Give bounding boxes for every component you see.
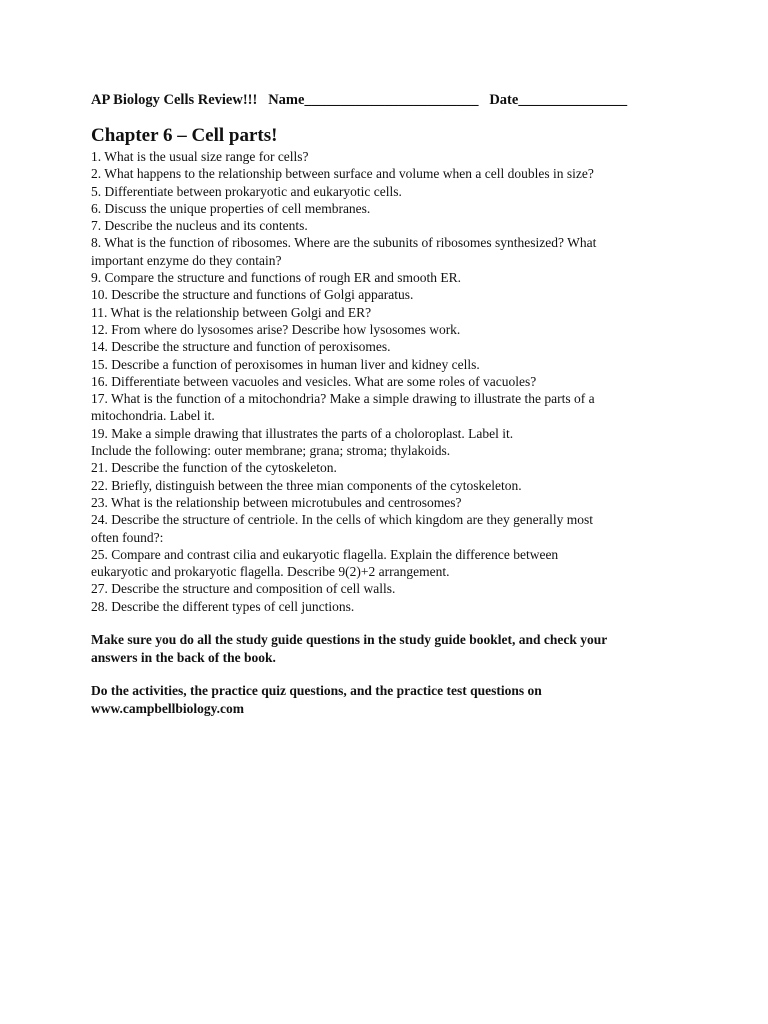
question-line: important enzyme do they contain? (91, 252, 282, 268)
question-line: 8. What is the function of ribosomes. Where are the subunits of ribosomes synthesized? What (91, 235, 597, 251)
worksheet-header (91, 90, 691, 110)
question-line: 22. Briefly, distinguish between the three mian components of the cytoskeleton. (91, 477, 522, 493)
activities-note (91, 682, 691, 717)
question-line: 23. What is the relationship between microtubules and centrosomes? (91, 494, 462, 510)
question-line: mitochondria. Label it. (91, 408, 215, 424)
study-guide-note (91, 631, 691, 666)
question-line: 5. Differentiate between prokaryotic and eukaryotic cells. (91, 183, 402, 199)
website-link[interactable]: www.campbellbiology.com (91, 700, 245, 716)
question-line: 9. Compare the structure and functions of rough ER and smooth ER. (91, 270, 462, 286)
question-line: eukaryotic and prokaryotic flagella. Describe 9(2)+2 arrangement. (91, 564, 450, 580)
question-line: often found?: (91, 529, 164, 545)
question-line: 2. What happens to the relationship between surface and volume when a cell doubles in size? (91, 166, 594, 182)
study-guide-note-line: Make sure you do all the study guide questions in the study guide booklet, and check your (91, 632, 608, 648)
name-field-label: Name________________________ (268, 92, 479, 108)
question-line: 19. Make a simple drawing that illustrates the parts of a choloroplast. Label it. (91, 425, 514, 441)
question-line: Include the following: outer membrane; grana; stroma; thylakoids. (91, 443, 451, 459)
question-line: 6. Discuss the unique properties of cell membranes. (91, 200, 371, 216)
question-line: 11. What is the relationship between Golgi and ER? (91, 304, 372, 320)
question-line: 17. What is the function of a mitochondria? Make a simple drawing to illustrate the parts of a (91, 391, 595, 407)
worksheet-page (91, 90, 691, 717)
study-guide-note-line: answers in the back of the book. (91, 649, 276, 665)
question-line: 16. Differentiate between vacuoles and vesicles. What are some roles of vacuoles? (91, 373, 537, 389)
question-line: 21. Describe the function of the cytoskeleton. (91, 460, 337, 476)
worksheet-title: AP Biology Cells Review!!! (91, 92, 258, 108)
question-list (91, 148, 691, 615)
date-field-label: Date_______________ (489, 92, 628, 108)
question-line: 12. From where do lysosomes arise? Describe how lysosomes work. (91, 321, 461, 337)
question-line: 14. Describe the structure and function of peroxisomes. (91, 339, 391, 355)
chapter-title: Chapter 6 – Cell parts! (91, 125, 278, 146)
question-line: 15. Describe a function of peroxisomes in human liver and kidney cells. (91, 356, 480, 372)
activities-note-line: Do the activities, the practice quiz questions, and the practice test questions on (91, 683, 542, 699)
question-line: 25. Compare and contrast cilia and eukaryotic flagella. Explain the difference between (91, 546, 559, 562)
question-line: 28. Describe the different types of cell junctions. (91, 598, 355, 614)
question-line: 7. Describe the nucleus and its contents. (91, 218, 308, 234)
question-line: 10. Describe the structure and functions of Golgi apparatus. (91, 287, 414, 303)
question-line: 1. What is the usual size range for cells? (91, 149, 309, 164)
question-line: 27. Describe the structure and composition of cell walls. (91, 581, 396, 597)
question-line: 24. Describe the structure of centriole. In the cells of which kingdom are they generally most (91, 512, 593, 528)
